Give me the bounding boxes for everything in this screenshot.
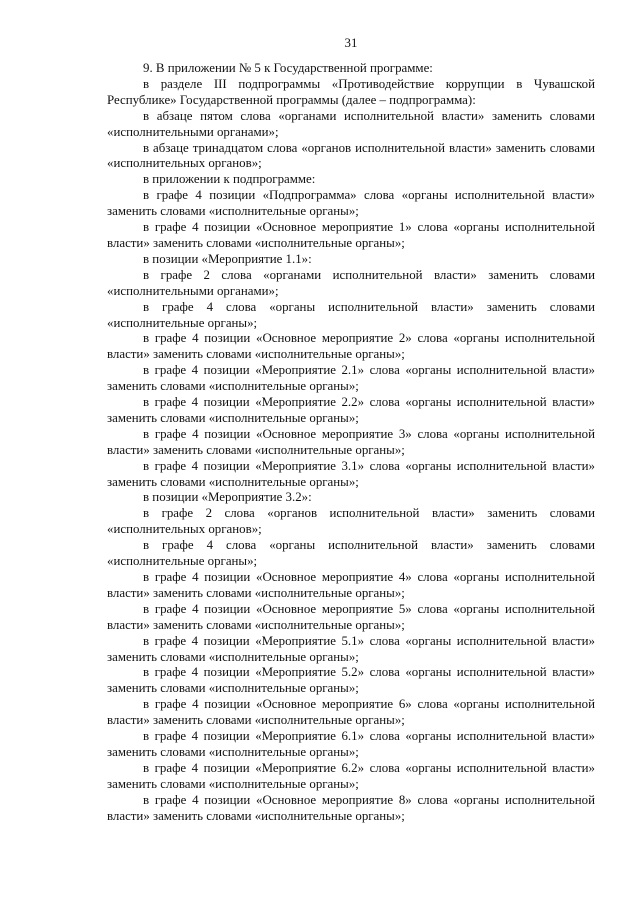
- paragraph: в графе 4 позиции «Основное мероприятие 1» слова «органы исполнительной власти» заменить словами «исполнительные органы»;: [107, 220, 595, 250]
- paragraph-amendment-9: 9. В приложении № 5 к Государственной программе:: [143, 61, 433, 75]
- paragraph: в позиции «Мероприятие 3.2»:: [143, 490, 312, 505]
- paragraph: в графе 4 позиции «Основное мероприятие 6» слова «органы исполнительной власти» заменить словами «исполнительные органы»;: [107, 697, 595, 728]
- paragraph: в графе 4 позиции «Основное мероприятие 8» слова «органы исполнительной власти» заменить словами «исполнительные органы»;: [107, 792, 595, 823]
- paragraph: в графе 4 позиции «Мероприятие 6.2» слова «органы исполнительной власти» заменить словами «исполнительные органы»;: [107, 760, 595, 791]
- document-body: [107, 61, 595, 825]
- paragraph: в приложении к подпрограмме:: [143, 172, 316, 187]
- paragraph: в графе 4 позиции «Мероприятие 5.1» слова «органы исполнительной власти» заменить словами «исполнительные органы»;: [107, 633, 595, 664]
- paragraph: в позиции «Мероприятие 1.1»:: [143, 251, 312, 266]
- paragraph: в графе 4 позиции «Мероприятие 5.2» слова «органы исполнительной власти» заменить словами «исполнительные органы»;: [107, 665, 595, 696]
- paragraph: в графе 4 позиции «Мероприятие 2.1» слова «органы исполнительной власти» заменить словами «исполнительные органы»;: [107, 363, 595, 394]
- paragraph: в графе 4 позиции «Подпрограмма» слова «органы исполнительной власти» заменить словами «исполнительные органы»;: [107, 188, 595, 219]
- paragraph: в графе 4 позиции «Мероприятие 2.2» слова «органы исполнительной власти» заменить словами «исполнительные органы»;: [107, 395, 595, 425]
- paragraph: в графе 4 позиции «Мероприятие 6.1» слова «органы исполнительной власти» заменить словами «исполнительные органы»;: [107, 729, 595, 759]
- paragraph: в абзаце тринадцатом слова «органов исполнительной власти» заменить словами «исполнительных органов»;: [107, 140, 595, 171]
- paragraph: в графе 4 слова «органы исполнительной власти» заменить словами «исполнительные органы»;: [107, 538, 595, 569]
- paragraph: в графе 4 позиции «Мероприятие 3.1» слова «органы исполнительной власти» заменить словами «исполнительные органы»;: [107, 458, 595, 489]
- page-number: 31: [344, 36, 358, 50]
- paragraph: в графе 4 позиции «Основное мероприятие 4» слова «органы исполнительной власти» заменить словами «исполнительные органы»;: [107, 570, 595, 600]
- paragraph: в графе 4 позиции «Основное мероприятие 2» слова «органы исполнительной власти» заменить словами «исполнительные органы»;: [107, 331, 595, 362]
- paragraph: в графе 4 позиции «Основное мероприятие 3» слова «органы исполнительной власти» заменить словами «исполнительные органы»;: [107, 426, 595, 457]
- paragraph: в абзаце пятом слова «органами исполнительной власти» заменить словами «исполнительными органами»;: [107, 108, 595, 139]
- paragraph: в графе 2 слова «органов исполнительной власти» заменить словами «исполнительных органов»;: [107, 506, 595, 537]
- paragraph: в графе 4 позиции «Основное мероприятие 5» слова «органы исполнительной власти» заменить словами «исполнительные органы»;: [107, 601, 595, 632]
- paragraph: в графе 2 слова «органами исполнительной власти» заменить словами «исполнительными органами»;: [107, 267, 595, 298]
- paragraph-section-iii: в разделе III подпрограммы «Противодействие коррупции в Чувашской Республике» Государственной программы (далее – подпрограмма):: [107, 76, 595, 107]
- paragraph: в графе 4 слова «органы исполнительной власти» заменить словами «исполнительные органы»;: [107, 299, 595, 330]
